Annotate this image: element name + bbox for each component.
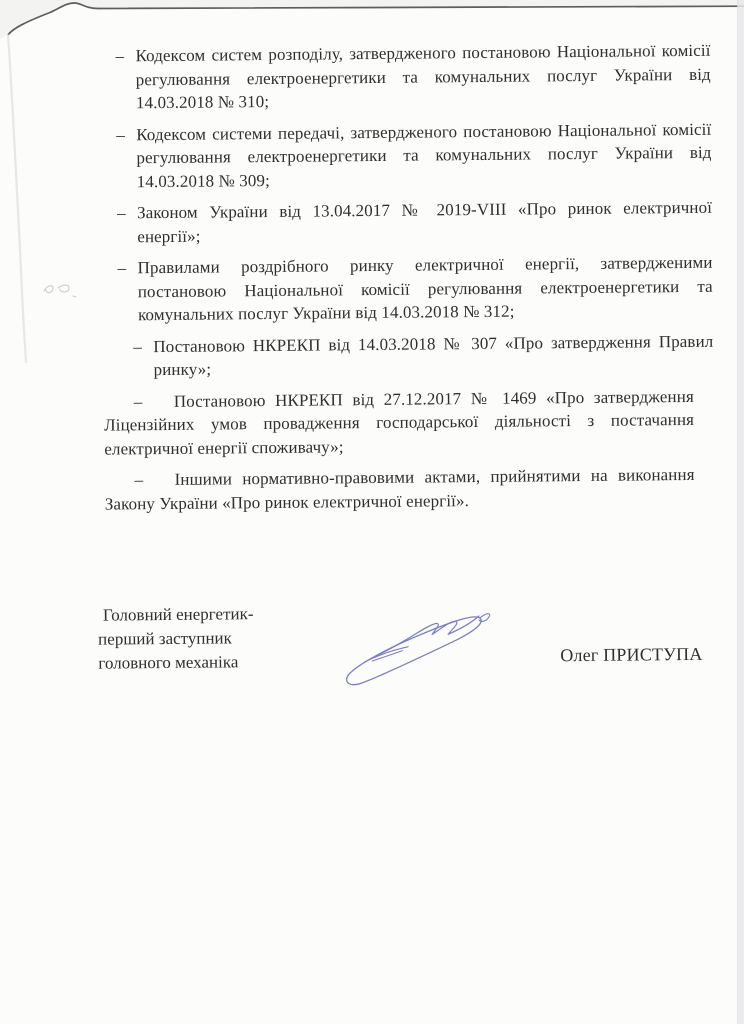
bullet-list bbox=[100, 39, 714, 516]
text-line: Постановою НКРЕКП від 14.03.2018 № 307 «Про затвердження Правил bbox=[153, 331, 714, 356]
bullet-dash: – bbox=[134, 470, 144, 490]
bullet-dash: – bbox=[133, 336, 143, 356]
signatory-name: Олег ПРИСТУПА bbox=[560, 643, 703, 666]
signature-block bbox=[98, 598, 717, 734]
text-line: Постановою НКРЕКП від 27.12.2017 № 1469 «Про затвердження bbox=[173, 386, 694, 411]
text-line: Законом України від 13.04.2017 № 2019-VIII «Про ринок електричної bbox=[136, 197, 713, 223]
signature-title-line: Головний енергетик- bbox=[102, 604, 254, 625]
text-line: Кодексом системи передачі, затвердженого постановою Національної комісії bbox=[136, 119, 712, 144]
text-line: електричної енергії споживачу»; bbox=[104, 436, 344, 459]
signature-title-line: перший заступник bbox=[98, 628, 232, 649]
list-item bbox=[116, 196, 713, 249]
bullet-dash: – bbox=[117, 258, 127, 278]
bullet-dash: – bbox=[116, 203, 126, 223]
text-line: постановою Національної комісії регулювання електроенергетики та bbox=[137, 276, 713, 301]
text-line: Ліцензійних умов провадження господарської діяльності з постачання bbox=[103, 409, 695, 435]
list-item bbox=[116, 117, 712, 193]
text-line: ринку»; bbox=[153, 359, 212, 380]
list-item bbox=[104, 463, 694, 516]
text-line: регулювання електроенергетики та комунальних послуг України від bbox=[136, 142, 712, 168]
signature-title-line: головного механіка bbox=[98, 652, 239, 673]
list-item bbox=[133, 329, 714, 381]
text-line: 14.03.2018 № 310; bbox=[135, 91, 270, 113]
bullet-dash: – bbox=[115, 46, 125, 66]
list-item bbox=[104, 384, 695, 460]
text-line: Правилами роздрібного ринку електричної енергії, затвердженими bbox=[137, 252, 713, 278]
text-line: Іншими нормативно-правовими актами, прийнятими на виконання bbox=[174, 464, 695, 489]
bullet-dash: – bbox=[116, 124, 125, 144]
text-line: Закону України «Про ринок електричної енергії». bbox=[104, 490, 469, 514]
bullet-dash: – bbox=[133, 391, 143, 411]
text-line: енергії»; bbox=[137, 226, 201, 246]
text-line: регулювання електроенергетики та комунальних послуг України від bbox=[135, 64, 711, 89]
list-item bbox=[115, 39, 711, 115]
handwritten-signature-icon bbox=[336, 601, 517, 698]
text-line: Кодексом систем розподілу, затвердженого постановою Національної комісії bbox=[135, 40, 711, 66]
text-line: 14.03.2018 № 309; bbox=[136, 170, 270, 191]
list-item bbox=[117, 251, 713, 327]
text-line: комунальних послуг України від 14.03.2018 № 312; bbox=[137, 301, 515, 325]
